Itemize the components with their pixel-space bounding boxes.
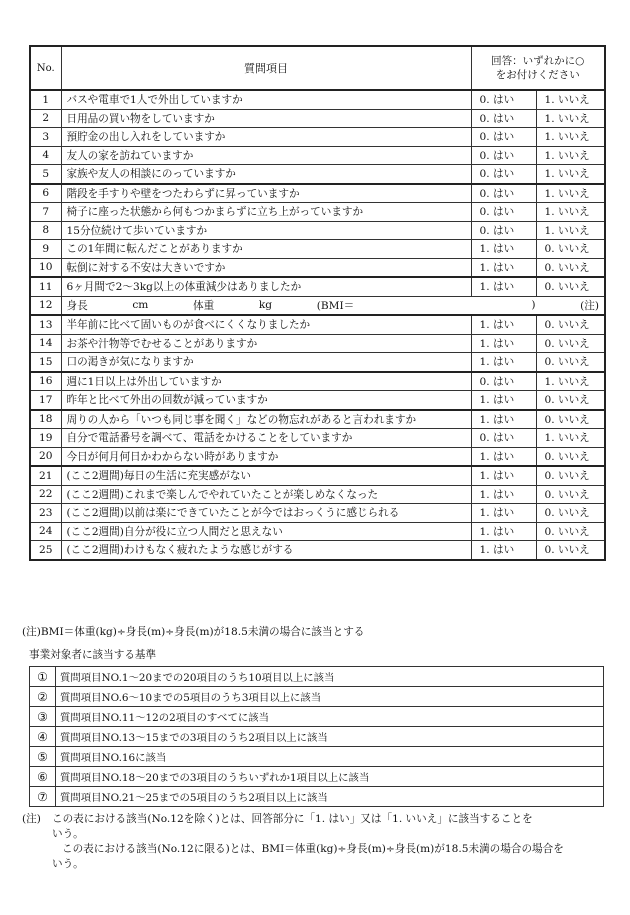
table-row xyxy=(30,128,605,147)
bmi-row xyxy=(30,296,605,315)
bmi-note-ref: (注) xyxy=(580,299,600,312)
answer-option-yes[interactable]: 1. はい xyxy=(471,447,536,466)
answer-option-no[interactable]: 0. いいえ xyxy=(536,522,605,541)
row-number: 13 xyxy=(30,315,61,334)
criteria-text: 質問項目NO.6～10までの5項目のうち3項目以上に該当 xyxy=(56,687,604,707)
answer-option-yes[interactable]: 1. はい xyxy=(471,466,536,485)
question-text: バスや電車で1人で外出していますか xyxy=(61,90,471,109)
answer-option-no[interactable]: 1. いいえ xyxy=(536,372,605,391)
answer-option-yes[interactable]: 1. はい xyxy=(471,410,536,429)
question-text: 半年前に比べて固いものが食べにくくなりましたか xyxy=(61,315,471,334)
answer-option-no[interactable]: 1. いいえ xyxy=(536,90,605,109)
answer-option-yes[interactable]: 1. はい xyxy=(471,334,536,353)
criteria-heading: 事業対象者に該当する基準 xyxy=(29,649,157,661)
header-answer xyxy=(471,46,605,90)
bmi-label: (BMI＝ xyxy=(316,299,355,312)
question-text: 椅子に座った状態から何もつかまらずに立ち上がっていますか xyxy=(61,203,471,222)
answer-option-no[interactable]: 0. いいえ xyxy=(536,277,605,296)
criteria-number: ① xyxy=(30,667,56,687)
row-number: 9 xyxy=(30,240,61,259)
table-row xyxy=(30,315,605,334)
answer-option-yes[interactable]: 0. はい xyxy=(471,429,536,448)
question-text: 転倒に対する不安は大きいですか xyxy=(61,258,471,277)
question-text: 今日が何月何日かわからない時がありますか xyxy=(61,447,471,466)
question-text: 15分位続けて歩いていますか xyxy=(61,221,471,240)
answer-option-yes[interactable]: 1. はい xyxy=(471,258,536,277)
answer-option-no[interactable]: 0. いいえ xyxy=(536,485,605,504)
table-row xyxy=(30,184,605,203)
weight-label: 体重 xyxy=(192,299,215,312)
table-row xyxy=(30,203,605,222)
criteria-text: 質問項目NO.16に該当 xyxy=(56,747,604,767)
answer-option-no[interactable]: 1. いいえ xyxy=(536,109,605,128)
row-number: 25 xyxy=(30,541,61,560)
row-number: 16 xyxy=(30,372,61,391)
table-row xyxy=(30,429,605,448)
criteria-row xyxy=(30,727,604,747)
question-text: 階段を手すりや壁をつたわらずに昇っていますか xyxy=(61,184,471,203)
answer-option-yes[interactable]: 1. はい xyxy=(471,541,536,560)
answer-option-yes[interactable]: 0. はい xyxy=(471,184,536,203)
criteria-number: ② xyxy=(30,687,56,707)
answer-option-yes[interactable]: 1. はい xyxy=(471,277,536,296)
table-row xyxy=(30,221,605,240)
answer-option-yes[interactable]: 0. はい xyxy=(471,128,536,147)
question-text: 6ヶ月間で2～3kg以上の体重減少はありましたか xyxy=(61,277,471,296)
answer-option-no[interactable]: 0. いいえ xyxy=(536,334,605,353)
table-row xyxy=(30,485,605,504)
row-number: 7 xyxy=(30,203,61,222)
criteria-text: 質問項目NO.13～15までの3項目のうち2項目以上に該当 xyxy=(56,727,604,747)
question-text: (ここ2週間)これまで楽しんでやれていたことが楽しめなくなった xyxy=(61,485,471,504)
answer-option-yes[interactable]: 1. はい xyxy=(471,504,536,523)
table-row xyxy=(30,391,605,410)
table-row xyxy=(30,109,605,128)
answer-option-yes[interactable]: 1. はい xyxy=(471,522,536,541)
table-row xyxy=(30,372,605,391)
answer-option-no[interactable]: 0. いいえ xyxy=(536,315,605,334)
table-row xyxy=(30,277,605,296)
bmi-close: ) xyxy=(531,299,536,312)
answer-option-no[interactable]: 0. いいえ xyxy=(536,541,605,560)
row-number: 22 xyxy=(30,485,61,504)
table-row xyxy=(30,447,605,466)
row-number: 8 xyxy=(30,221,61,240)
table-header-row xyxy=(30,46,605,90)
answer-option-yes[interactable]: 0. はい xyxy=(471,203,536,222)
row-number: 2 xyxy=(30,109,61,128)
checklist-table xyxy=(29,45,606,561)
row-number: 14 xyxy=(30,334,61,353)
table-row xyxy=(30,522,605,541)
table-row xyxy=(30,334,605,353)
question-text: (ここ2週間)自分が役に立つ人間だと思えない xyxy=(61,522,471,541)
row-number: 19 xyxy=(30,429,61,448)
bmi-cell xyxy=(61,296,605,315)
question-text: 周りの人から「いつも同じ事を聞く」などの物忘れがあると言われますか xyxy=(61,410,471,429)
answer-option-no[interactable]: 0. いいえ xyxy=(536,353,605,372)
footnote-line2-cont: いう。 xyxy=(52,858,84,870)
question-text: 昨年と比べて外出の回数が減っていますか xyxy=(61,391,471,410)
table-row xyxy=(30,353,605,372)
footnote-line1: この表における該当(No.12を除く)とは、回答部分に「1. はい」又は「1. いいえ」に該当することを xyxy=(52,813,533,825)
criteria-number: ③ xyxy=(30,707,56,727)
criteria-row xyxy=(30,767,604,787)
answer-option-no[interactable]: 0. いいえ xyxy=(536,258,605,277)
answer-option-yes[interactable]: 0. はい xyxy=(471,146,536,165)
answer-option-no[interactable]: 1. いいえ xyxy=(536,165,605,184)
criteria-text: 質問項目NO.1～20までの20項目のうち10項目以上に該当 xyxy=(56,667,604,687)
answer-option-yes[interactable]: 0. はい xyxy=(471,165,536,184)
footnote-line1-cont: いう。 xyxy=(52,828,84,840)
footnote xyxy=(22,812,610,872)
question-text: 自分で電話番号を調べて、電話をかけることをしていますか xyxy=(61,429,471,448)
row-number: 10 xyxy=(30,258,61,277)
answer-option-yes[interactable]: 0. はい xyxy=(471,372,536,391)
question-text: 家族や友人の相談にのっていますか xyxy=(61,165,471,184)
criteria-row xyxy=(30,707,604,727)
table-row xyxy=(30,146,605,165)
answer-option-yes[interactable]: 1. はい xyxy=(471,391,536,410)
row-number: 11 xyxy=(30,277,61,296)
bmi-note: (注)BMI＝体重(kg)÷身長(m)÷身長(m)が18.5未満の場合に該当とする xyxy=(22,626,365,638)
answer-option-no[interactable]: 0. いいえ xyxy=(536,466,605,485)
answer-option-no[interactable]: 0. いいえ xyxy=(536,504,605,523)
row-number: 24 xyxy=(30,522,61,541)
row-number: 4 xyxy=(30,146,61,165)
criteria-number: ⑤ xyxy=(30,747,56,767)
footnote-line2: この表における該当(No.12に限る)とは、BMI＝体重(kg)÷身長(m)÷身長(m)が18.5未満の場合の場合を xyxy=(62,843,564,855)
question-text: (ここ2週間)以前は楽にできていたことが今ではおっくうに感じられる xyxy=(61,504,471,523)
criteria-table xyxy=(29,666,604,807)
weight-unit: kg xyxy=(258,299,273,312)
table-row xyxy=(30,90,605,109)
row-number: 21 xyxy=(30,466,61,485)
table-row xyxy=(30,541,605,560)
question-text: この1年間に転んだことがありますか xyxy=(61,240,471,259)
answer-option-no[interactable]: 0. いいえ xyxy=(536,447,605,466)
criteria-number: ④ xyxy=(30,727,56,747)
question-text: (ここ2週間)わけもなく疲れたような感じがする xyxy=(61,541,471,560)
row-number: 23 xyxy=(30,504,61,523)
criteria-row xyxy=(30,747,604,767)
question-text: 週に1日以上は外出していますか xyxy=(61,372,471,391)
answer-option-yes[interactable]: 1. はい xyxy=(471,485,536,504)
header-answer-line2: をお付けください xyxy=(495,69,580,81)
answer-option-no[interactable]: 1. いいえ xyxy=(536,221,605,240)
question-text: 日用品の買い物をしていますか xyxy=(61,109,471,128)
table-row xyxy=(30,165,605,184)
table-row xyxy=(30,258,605,277)
height-label: 身長 xyxy=(66,299,88,312)
question-text: 預貯金の出し入れをしていますか xyxy=(61,128,471,147)
criteria-number: ⑦ xyxy=(30,787,56,807)
criteria-text: 質問項目NO.21～25までの5項目のうち2項目以上に該当 xyxy=(56,787,604,807)
criteria-row xyxy=(30,787,604,807)
answer-option-no[interactable]: 0. いいえ xyxy=(536,240,605,259)
row-number: 18 xyxy=(30,410,61,429)
row-number: 20 xyxy=(30,447,61,466)
header-answer-line1: 回答：いずれかに○ xyxy=(491,54,585,67)
criteria-number: ⑥ xyxy=(30,767,56,787)
row-number: 12 xyxy=(30,296,61,315)
criteria-text: 質問項目NO.11～12の2項目のすべてに該当 xyxy=(56,707,604,727)
answer-option-no[interactable]: 1. いいえ xyxy=(536,128,605,147)
footnote-lead: (注) xyxy=(22,813,41,825)
question-text: 友人の家を訪ねていますか xyxy=(61,146,471,165)
table-row xyxy=(30,240,605,259)
row-number: 3 xyxy=(30,128,61,147)
answer-option-yes[interactable]: 0. はい xyxy=(471,221,536,240)
answer-option-yes[interactable]: 1. はい xyxy=(471,240,536,259)
answer-option-yes[interactable]: 0. はい xyxy=(471,90,536,109)
height-unit: cm xyxy=(132,299,149,312)
answer-option-no[interactable]: 1. いいえ xyxy=(536,184,605,203)
row-number: 5 xyxy=(30,165,61,184)
answer-option-no[interactable]: 1. いいえ xyxy=(536,203,605,222)
question-text: 口の渇きが気になりますか xyxy=(61,353,471,372)
header-no: No. xyxy=(30,46,61,90)
row-number: 1 xyxy=(30,90,61,109)
criteria-row xyxy=(30,667,604,687)
table-row xyxy=(30,410,605,429)
row-number: 17 xyxy=(30,391,61,410)
question-text: (ここ2週間)毎日の生活に充実感がない xyxy=(61,466,471,485)
answer-option-no[interactable]: 0. いいえ xyxy=(536,391,605,410)
table-row xyxy=(30,466,605,485)
criteria-text: 質問項目NO.18～20までの3項目のうちいずれか1項目以上に該当 xyxy=(56,767,604,787)
answer-option-yes[interactable]: 1. はい xyxy=(471,315,536,334)
row-number: 6 xyxy=(30,184,61,203)
criteria-row xyxy=(30,687,604,707)
answer-option-yes[interactable]: 1. はい xyxy=(471,353,536,372)
row-number: 15 xyxy=(30,353,61,372)
question-text: お茶や汁物等でむせることがありますか xyxy=(61,334,471,353)
header-question-item: 質問項目 xyxy=(61,46,471,90)
answer-option-yes[interactable]: 0. はい xyxy=(471,109,536,128)
table-row xyxy=(30,504,605,523)
answer-option-no[interactable]: 1. いいえ xyxy=(536,429,605,448)
answer-option-no[interactable]: 1. いいえ xyxy=(536,146,605,165)
answer-option-no[interactable]: 0. いいえ xyxy=(536,410,605,429)
